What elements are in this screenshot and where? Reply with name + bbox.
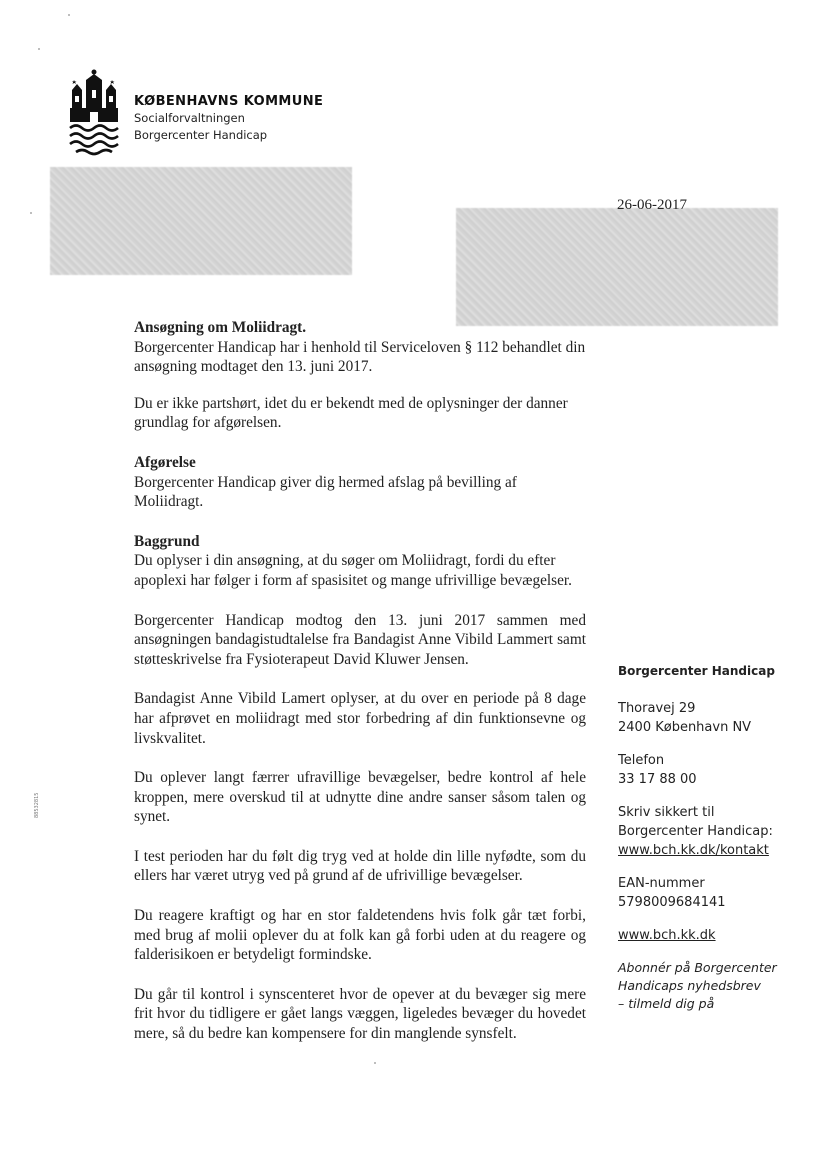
ean-number: 5798009684141 — [618, 895, 726, 910]
scan-speck — [374, 1062, 376, 1064]
ean-label: EAN-nummer — [618, 876, 705, 891]
secure-contact-link[interactable]: www.bch.kk.dk/kontakt — [618, 843, 769, 858]
letter-subject: Ansøgning om Moliidragt. — [134, 319, 307, 336]
oplever-paragraph: Du oplever langt færrer ufravillige bevægelser, bedre kontrol af hele kroppen, mere overskud til at udnytte dine andre sanser såsom talen og synet. — [134, 769, 586, 826]
newsletter-line-1: Abonnér på Borgercenter — [618, 960, 777, 975]
ean-block — [618, 874, 818, 912]
org-center: Borgercenter Handicap — [134, 128, 268, 142]
modtog-paragraph: Borgercenter Handicap modtog den 13. juni 2017 sammen med ansøgningen bandagistudtalelse fra Bandagist Anne Vibild Lammert samt støtteskrivelse fra Fysioterapeut David Kluwer Jensen. — [134, 611, 586, 668]
secure-mail-block — [618, 803, 818, 860]
scan-speck — [68, 14, 70, 16]
partshoring-paragraph: Du er ikke partshørt, idet du er bekendt med de oplysninger der danner grundlag for afgørelsen. — [134, 394, 568, 432]
kontrol-paragraph: Du går til kontrol i synscenteret hvor de opever at du bevæger sig mere frit hvor du tidligere er gået langs væggen, ligeledes bevæger du hovedet mere, så du bedre kan kompensere for din manglende synsfelt. — [134, 985, 586, 1043]
baggrund-paragraph: Du oplyser i din ansøgning, at du søger om Moliidragt, fordi du efter apoplexi har følger i form af spasisitet og mange ufrivillige bevægelser. — [134, 552, 572, 589]
letter-body — [134, 318, 586, 1061]
website-link[interactable]: www.bch.kk.dk — [618, 928, 716, 943]
redacted-reference-block — [456, 208, 778, 326]
redacted-address-block — [50, 167, 352, 275]
contact-sidebar — [618, 662, 818, 1013]
scan-code: 88532815 — [34, 792, 40, 818]
sidebar-title: Borgercenter Handicap — [618, 664, 775, 678]
phone-label: Telefon — [618, 753, 665, 768]
letter-date: 26-06-2017 — [617, 197, 687, 213]
phone-block — [618, 751, 818, 789]
scan-speck — [30, 212, 32, 214]
newsletter-line-3: – tilmeld dig på — [618, 996, 715, 1011]
scan-speck — [38, 48, 40, 50]
city: 2400 København NV — [618, 720, 752, 735]
street: Thoravej 29 — [618, 701, 696, 716]
newsletter-line-2: Handicaps nyhedsbrev — [618, 978, 761, 993]
address-block — [618, 699, 818, 737]
org-name: KØBENHAVNS KOMMUNE — [134, 94, 324, 109]
afgorelse-heading: Afgørelse — [134, 453, 196, 471]
phone-number: 33 17 88 00 — [618, 772, 697, 787]
newsletter-block — [618, 959, 818, 1013]
secure-label-1: Skriv sikkert til — [618, 805, 715, 820]
test-period-paragraph: I test perioden har du følt dig tryg ved at holde din lille nyfødte, som du ellers har været utryg ved på grund af de ufrivillige bevægelser. — [134, 847, 586, 885]
afgorelse-paragraph: Borgercenter Handicap giver dig hermed afslag på bevilling af Moliidragt. — [134, 473, 517, 511]
organization-header — [134, 93, 323, 144]
org-department: Socialforvaltningen — [134, 111, 245, 125]
website-block — [618, 926, 818, 945]
copenhagen-coat-of-arms-icon — [66, 68, 122, 158]
baggrund-heading: Baggrund — [134, 532, 200, 550]
reagere-paragraph: Du reagere kraftigt og har en stor faldetendens hvis folk går tæt forbi, med brug af molii oplever du at folk kan gå forbi uden at du reagere og falderisikoen er betydeligt formindske. — [134, 907, 586, 964]
bandagist-paragraph: Bandagist Anne Vibild Lamert oplyser, at du over en periode på 8 dage har afprøvet en moliidragt med stor forbedring af din funktionsevne og livskvalitet. — [134, 690, 586, 747]
intro-paragraph: Borgercenter Handicap har i henhold til Serviceloven § 112 behandlet din ansøgning modtaget den 13. juni 2017. — [134, 338, 586, 376]
secure-label-2: Borgercenter Handicap: — [618, 824, 773, 839]
